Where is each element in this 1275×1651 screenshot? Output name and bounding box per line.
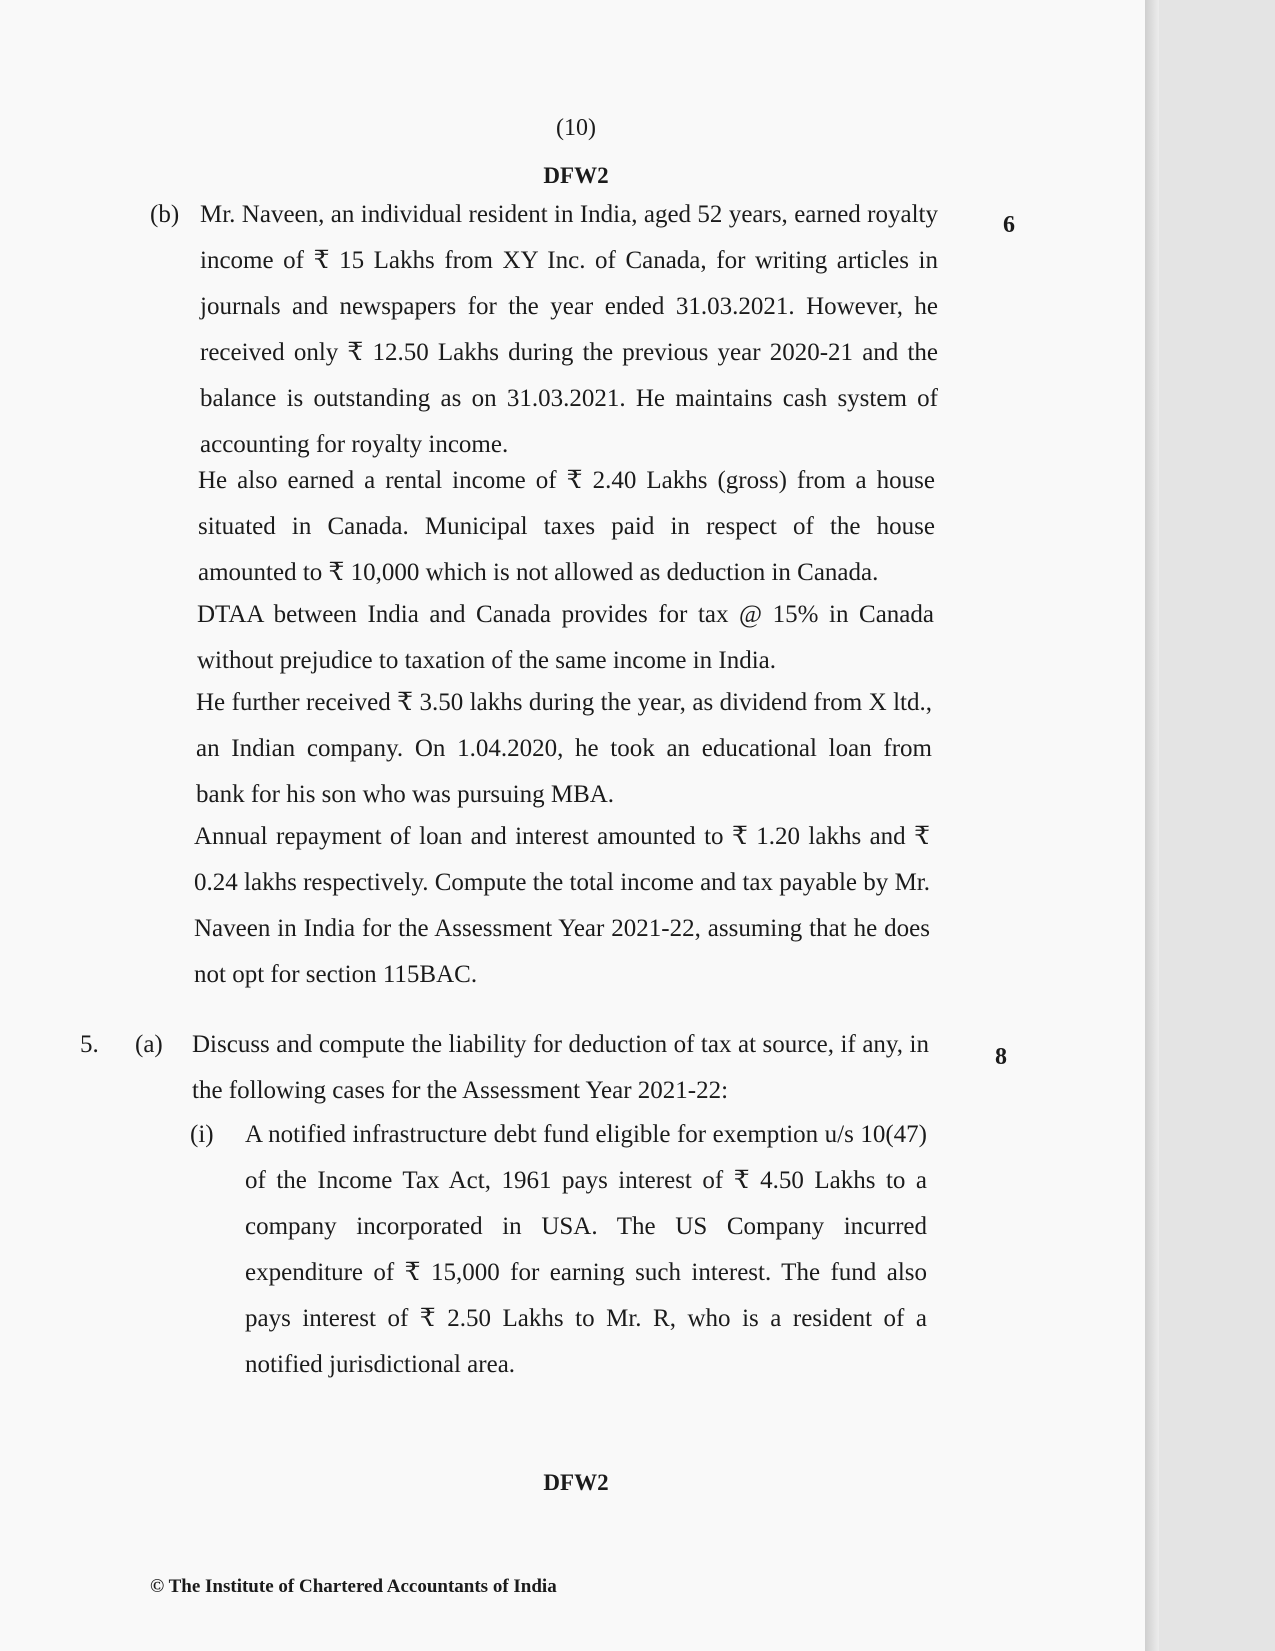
paper-code-header: DFW2 [543,163,609,188]
question-4b-paragraph-3: DTAA between India and Canada provides for tax @ 15% in Canada without prejudice to taxation of the same income in India. [197,601,934,674]
scan-edge-shadow [1145,0,1159,1651]
copyright-notice: © The Institute of Chartered Accountants of India [150,1576,557,1597]
question-4b-paragraph-2: He also earned a rental income of ₹ 2.40 Lakhs (gross) from a house situated in Canada. Municipal taxes paid in respect of the house amounted to ₹ 10,000 which is not allowed as deduction in Canada. [198,467,935,586]
paper-code-footer: DFW2 [543,1470,609,1495]
question-label-a: (a) [135,1031,163,1058]
question-4b-paragraph-1: Mr. Naveen, an individual resident in India, aged 52 years, earned royalty income of ₹ 15 Lakhs from XY Inc. of Canada, for writing articles in journals and newspapers for the year ended 31.03.2021. However, he received only ₹ 12.50 Lakhs during the previous year 2020-21 and the balance is outstanding as on 31.03.2021. He maintains cash system of accounting for royalty income. [200,201,938,458]
question-5a-intro: Discuss and compute the liability for deduction of tax at source, if any, in the following cases for the Assessment Year 2021-22: [192,1031,929,1104]
marks-4b: 6 [1003,212,1015,238]
sub-item-i-text: A notified infrastructure debt fund eligible for exemption u/s 10(47) of the Income Tax Act, 1961 pays interest of ₹ 4.50 Lakhs to a company incorporated in USA. The US Company incurred expenditure of ₹ 15,000 for earning such interest. The fund also pays interest of ₹ 2.50 Lakhs to Mr. R, who is a resident of a notified jurisdictional area. [245,1121,927,1378]
marks-5a: 8 [995,1044,1007,1070]
page-number: (10) [556,115,596,141]
question-label-b: (b) [150,201,180,228]
question-4b-paragraph-5: Annual repayment of loan and interest amounted to ₹ 1.20 lakhs and ₹ 0.24 lakhs respectively. Compute the total income and tax payable by Mr. Naveen in India for the Assessment Year 2021-22, assuming that he does not opt for section 115BAC. [194,823,930,988]
question-4b-paragraph-4: He further received ₹ 3.50 lakhs during the year, as dividend from X ltd., an Indian company. On 1.04.2020, he took an educational loan from bank for his son who was pursuing MBA. [196,689,932,808]
sub-item-label-i: (i) [190,1121,214,1148]
question-number-5: 5. [80,1031,99,1058]
